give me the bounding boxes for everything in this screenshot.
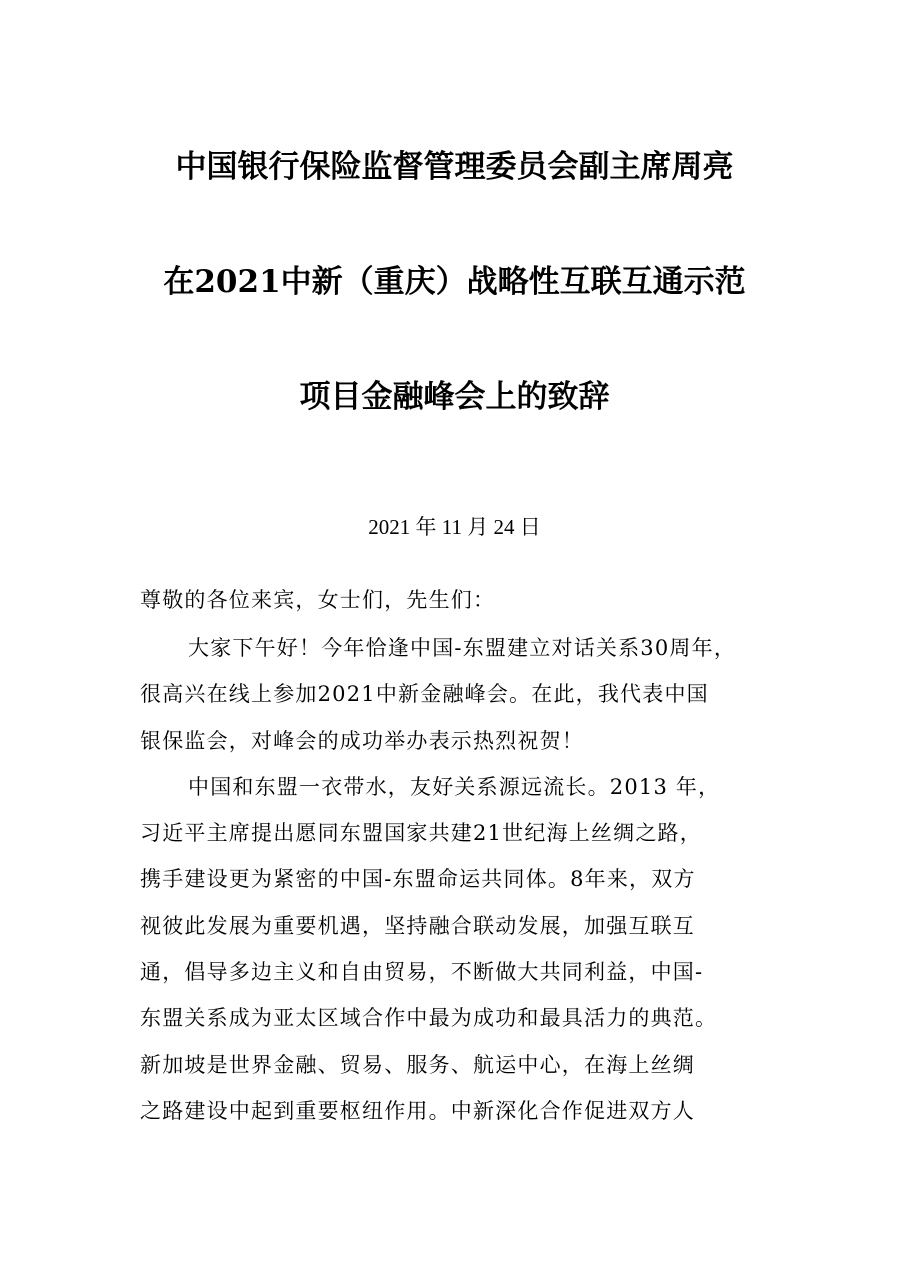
- paragraph-1-line: 银保监会，对峰会的成功举办表示热烈祝贺！: [140, 729, 584, 753]
- paragraph-2-line: 通，倡导多边主义和自由贸易，不断做大共同利益，中国-: [140, 960, 704, 984]
- paragraph-2-line: 新加坡是世界金融、贸易、服务、航运中心，在海上丝绸: [140, 1053, 695, 1077]
- paragraph-1-line: 大家下午好！今年恰逢中国-东盟建立对话关系30周年，: [188, 636, 737, 660]
- paragraph-2-line: 习近平主席提出愿同东盟国家共建21世纪海上丝绸之路，: [140, 821, 702, 845]
- paragraph-2-line: 之路建设中起到重要枢纽作用。中新深化合作促进双方人: [140, 1099, 695, 1123]
- document-title-line-2: 在2021中新（重庆）战略性互联互通示范: [163, 264, 746, 300]
- salutation: 尊敬的各位来宾，女士们，先生们：: [140, 588, 496, 612]
- paragraph-2-line: 视彼此发展为重要机遇，坚持融合联动发展，加强互联互: [140, 914, 695, 938]
- paragraph-2-line: 中国和东盟一衣带水，友好关系源远流长。2013 年，: [188, 775, 721, 799]
- document-date: 2021 年 11 月 24 日: [368, 515, 541, 539]
- document-title-line-1: 中国银行保险监督管理委员会副主席周亮: [175, 149, 734, 185]
- paragraph-1-line: 很高兴在线上参加2021中新金融峰会。在此，我代表中国: [140, 682, 709, 706]
- paragraph-2-line: 东盟关系成为亚太区域合作中最为成功和最具活力的典范。: [140, 1006, 718, 1030]
- paragraph-2-line: 携手建设更为紧密的中国-东盟命运共同体。8年来，双方: [140, 867, 696, 891]
- document-title-line-3: 项目金融峰会上的致辞: [299, 379, 610, 415]
